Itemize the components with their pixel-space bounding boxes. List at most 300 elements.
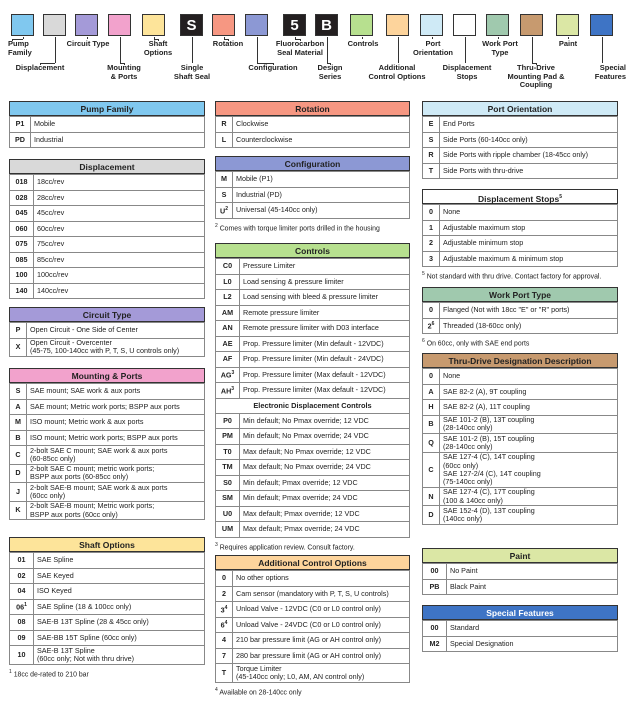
table-row [216, 571, 410, 587]
code-value: AF [222, 354, 233, 364]
footnote-marker: 4 [215, 686, 218, 693]
code-value: P0 [223, 415, 232, 425]
model-code-strip [0, 0, 629, 100]
description-line: SAE 152-4 (D), 13T coupling [443, 506, 535, 516]
table-row [216, 132, 410, 148]
table-row [423, 434, 618, 453]
table-row [10, 446, 205, 465]
description-line: Mobile (P1) [236, 174, 273, 184]
description-line: BSPP aux ports (60-85cc only) [30, 472, 129, 482]
code-box-13 [420, 14, 443, 36]
description-line: End Ports [443, 119, 475, 129]
description-line: (28-140cc only) [443, 423, 493, 433]
option-description [34, 630, 205, 646]
section-title [422, 189, 618, 204]
option-code [423, 303, 440, 319]
section-title [215, 243, 410, 258]
code-label-line: Additional [378, 63, 416, 72]
table-row [216, 321, 410, 337]
code-value: L0 [223, 276, 232, 286]
code-box-2 [43, 14, 66, 36]
table-row [216, 187, 410, 203]
description-line: Remote pressure limiter with D03 interface [243, 323, 379, 333]
thru-drive-section [422, 353, 618, 525]
code-box-18 [590, 14, 613, 36]
code-value: C0 [222, 261, 233, 271]
paint-section [422, 548, 618, 595]
option-description [34, 206, 205, 222]
code-label-line: Series [318, 71, 342, 81]
code-label-line: Stops [456, 71, 478, 81]
code-label-14 [427, 64, 507, 81]
description-line: Prop. Pressure limiter (Max default - 12VDC) [243, 369, 386, 379]
footnote-text: 18cc de-rated to 210 bar [13, 670, 89, 678]
option-description [233, 586, 410, 602]
code-value: 00 [430, 566, 439, 576]
code-value: S [221, 189, 227, 199]
code-value: U [220, 206, 226, 216]
options-table [215, 413, 410, 538]
description-line: Open Circuit - One Side of Center [30, 325, 138, 335]
options-table [215, 116, 410, 148]
description-line: ISO mount; Metric work & aux ports [30, 417, 144, 427]
code-label-line: Displacement [442, 63, 492, 72]
option-description [27, 415, 205, 431]
table-row [10, 268, 205, 284]
description-line: 2-bolt SAE C mount; metric work ports; [30, 464, 155, 474]
section-title-text: Special Features [486, 608, 554, 618]
options-table [9, 174, 205, 299]
section-title [215, 555, 410, 570]
code-value: M [15, 417, 21, 427]
circuit-type-section [9, 307, 205, 357]
option-description [240, 413, 410, 429]
code-value: L2 [223, 292, 232, 302]
code-box-3 [75, 14, 98, 36]
section-title-text: Displacement [79, 162, 135, 172]
table-row [423, 452, 618, 487]
code-value: 2 [427, 321, 432, 331]
option-description [233, 172, 410, 188]
option-code [216, 259, 240, 275]
table-row [216, 586, 410, 602]
option-description [240, 444, 410, 460]
code-label-7 [188, 40, 268, 49]
options-table [9, 116, 205, 148]
code-value: PB [429, 581, 440, 591]
table-row [10, 615, 205, 631]
option-code [216, 460, 240, 476]
option-description [447, 636, 618, 652]
section-title [422, 353, 618, 368]
table-row [423, 369, 618, 385]
option-description [27, 430, 205, 446]
description-line: SAE 82-2 (A), 11T coupling [443, 402, 530, 412]
table-row [10, 206, 205, 222]
option-description [440, 318, 618, 334]
option-code [423, 452, 440, 487]
section-title [9, 101, 205, 116]
table-row [423, 303, 618, 319]
code-value: 018 [15, 177, 28, 187]
description-line: (60-85cc only) [30, 453, 76, 463]
option-code [423, 384, 440, 400]
code-value: 060 [15, 223, 28, 233]
footnote-text: Available on 28-140cc only [219, 688, 302, 696]
option-description [34, 283, 205, 299]
option-code [216, 187, 233, 203]
description-line: None [443, 207, 461, 217]
option-code [216, 444, 240, 460]
table-row [216, 633, 410, 649]
code-label-line: Orientation [412, 47, 453, 57]
description-line: Torque Limiter [236, 663, 282, 673]
pump-family-section [9, 101, 205, 148]
displacement-stops-section [422, 189, 618, 281]
code-value: 10 [17, 649, 26, 659]
description-line: 2-bolt SAE-B mount; Metric work ports; [30, 501, 155, 511]
code-label-line: Seal Material [277, 47, 323, 57]
description-line: None [443, 371, 461, 381]
options-table [422, 563, 618, 595]
option-description [440, 251, 618, 267]
description-line: Min default; Pmax override; 12 VDC [243, 477, 358, 487]
code-label-line: Control Options [368, 71, 426, 81]
option-description [440, 148, 618, 164]
footnote-text: Not standard with thru drive. Contact factory for approval. [426, 273, 602, 281]
code-value: K [15, 505, 21, 515]
table-row [10, 384, 205, 400]
option-description [27, 338, 205, 357]
code-label-line: Special [599, 63, 626, 72]
option-code [10, 399, 27, 415]
table-row [10, 252, 205, 268]
code-label-line: Mounting Pad & [507, 71, 565, 81]
code-value: A [428, 386, 434, 396]
code-label-line: Configuration [248, 63, 298, 72]
code-value: AG [220, 370, 232, 380]
option-code [10, 323, 27, 339]
option-code [423, 564, 447, 580]
option-code [423, 434, 440, 453]
option-description [240, 336, 410, 352]
section-title-text: Mounting & Ports [71, 371, 143, 381]
table-row [10, 190, 205, 206]
section-title-text: Configuration [284, 159, 341, 169]
table-row [10, 415, 205, 431]
code-value: 0 [222, 573, 226, 583]
description-line: Mobile [34, 119, 56, 129]
footnote [422, 270, 618, 281]
code-value: 140 [15, 285, 28, 295]
option-description [447, 564, 618, 580]
table-row [423, 384, 618, 400]
option-description [34, 646, 205, 665]
footnote [215, 686, 410, 697]
table-row [216, 367, 410, 383]
footnote-marker: 5 [559, 194, 563, 200]
option-code [10, 415, 27, 431]
option-code [216, 290, 240, 306]
description-line: SAE Spline (18 & 100cc only) [37, 601, 132, 611]
description-line: (28-140cc only) [443, 441, 493, 451]
section-title-text: Rotation [295, 104, 330, 114]
option-description [34, 175, 205, 191]
table-row [216, 429, 410, 445]
option-code [10, 190, 34, 206]
table-row [423, 148, 618, 164]
footnote [215, 222, 410, 233]
table-row [10, 501, 205, 520]
section-title-text: Port Orientation [487, 104, 553, 114]
option-code [10, 446, 27, 465]
code-box-8 [245, 14, 268, 36]
code-box-1 [11, 14, 34, 36]
option-code [10, 568, 34, 584]
section-title [9, 537, 205, 552]
description-line: SAE 101-2 (B), 15T coupling [443, 433, 535, 443]
code-value: 028 [15, 192, 28, 202]
code-value: P [15, 325, 21, 335]
option-description [440, 384, 618, 400]
options-table [9, 552, 205, 665]
description-line: 18cc/rev [37, 177, 65, 187]
table-row [216, 117, 410, 133]
option-code [216, 571, 233, 587]
options-table [9, 322, 205, 357]
description-line: Side Ports with thru-drive [443, 165, 524, 175]
description-line: Min default; No Pmax override; 12 VDC [243, 415, 369, 425]
footnote-marker: 1 [24, 602, 27, 609]
option-code [10, 384, 27, 400]
options-table [422, 116, 618, 179]
description-line: Max default; Pmax override; 12 VDC [243, 508, 360, 518]
option-description [440, 163, 618, 179]
table-row [216, 172, 410, 188]
table-row [216, 460, 410, 476]
description-line: SAE-B 13T Spline (28 & 45cc only) [37, 617, 149, 627]
description-line: SAE 127-4 (C), 17T coupling [443, 487, 535, 497]
table-row [10, 568, 205, 584]
section-title-text: Controls [295, 246, 330, 256]
table-row [423, 117, 618, 133]
option-code [423, 621, 447, 637]
option-code [10, 237, 34, 253]
option-description [240, 290, 410, 306]
option-description [27, 501, 205, 520]
option-description [440, 132, 618, 148]
code-box-17 [556, 14, 579, 36]
option-code [216, 475, 240, 491]
code-value: D [428, 510, 434, 520]
option-description [440, 434, 618, 453]
option-description [233, 203, 410, 219]
option-code [423, 369, 440, 385]
code-label-12 [357, 64, 437, 81]
option-code [10, 132, 31, 148]
table-row [10, 338, 205, 357]
option-description [233, 664, 410, 683]
code-value: 6 [220, 620, 225, 630]
options-table [422, 204, 618, 267]
code-label-line: Single [180, 63, 204, 72]
description-line: (60cc only) [30, 490, 66, 500]
option-code [10, 615, 34, 631]
code-value: 0 [429, 371, 433, 381]
code-value: PM [222, 431, 233, 441]
code-value: 01 [17, 555, 26, 565]
table-row [216, 522, 410, 538]
footnote-marker: 3 [231, 385, 235, 392]
code-label-line: Controls [347, 39, 379, 48]
code-value: 06 [16, 602, 25, 612]
code-value: AN [222, 323, 233, 333]
footnote-marker: 2 [215, 222, 218, 229]
option-code [423, 506, 440, 525]
description-line: SAE 127-4 (C), 14T coupling [443, 452, 535, 462]
option-description [34, 568, 205, 584]
description-line: (45-140cc only; L0, AM, AN control only) [236, 671, 365, 681]
code-label-3 [48, 40, 128, 49]
code-value: S0 [223, 477, 232, 487]
option-description [34, 221, 205, 237]
description-line: 75cc/rev [37, 239, 65, 249]
section-title [215, 156, 410, 171]
footnote-marker: 4 [224, 620, 228, 627]
option-description [240, 429, 410, 445]
option-description [440, 400, 618, 416]
code-value: 02 [17, 570, 26, 580]
rotation-section [215, 101, 410, 148]
code-value: 2 [429, 238, 433, 248]
section-title [422, 605, 618, 620]
table-row [423, 506, 618, 525]
option-description [240, 522, 410, 538]
displacement-section [9, 159, 205, 299]
description-line: 85cc/rev [37, 254, 65, 264]
code-value: D [15, 468, 21, 478]
options-table [215, 258, 410, 399]
option-code [216, 617, 233, 633]
description-line: Prop. Pressure limiter (Min default - 12VDC) [243, 338, 384, 348]
code-label-line: Shaft Seal [173, 71, 211, 81]
code-value: 09 [17, 632, 26, 642]
option-description [447, 579, 618, 595]
code-value: TM [222, 462, 233, 472]
table-row [423, 487, 618, 506]
table-row [10, 430, 205, 446]
code-label-line: Pump [8, 39, 29, 48]
table-row [10, 117, 205, 133]
code-label-line: Circuit Type [66, 39, 110, 48]
description-line: SAE 127-2/4 (C), 14T coupling [443, 468, 541, 478]
option-code [216, 203, 233, 219]
option-description [240, 491, 410, 507]
code-value: 04 [17, 586, 26, 596]
description-line: Adjustable maximum stop [443, 222, 526, 232]
table-row [10, 221, 205, 237]
table-row [10, 175, 205, 191]
option-code [10, 175, 34, 191]
description-line: 2-bolt SAE-B mount; SAE work & aux ports [30, 482, 168, 492]
code-label-17 [528, 40, 608, 49]
code-label-line: Coupling [519, 80, 553, 89]
description-line: Side Ports (60-140cc only) [443, 134, 528, 144]
description-line: SAE-BB 15T Spline (60cc only) [37, 632, 137, 642]
code-label-line: Work Port [482, 39, 518, 48]
code-value: X [15, 342, 21, 352]
code-value: E [428, 119, 434, 129]
port-orientation-section [422, 101, 618, 179]
option-code [423, 132, 440, 148]
code-box-16 [520, 14, 543, 36]
code-value: 3 [429, 253, 433, 263]
code-value: UM [221, 524, 234, 534]
option-description [31, 132, 205, 148]
table-row [423, 636, 618, 652]
table-row [216, 475, 410, 491]
footnote-text: Requires application review. Consult factory. [219, 543, 355, 551]
section-title-text: Work Port Type [488, 290, 552, 300]
option-code [10, 338, 27, 357]
option-code [10, 599, 34, 615]
option-description [440, 369, 618, 385]
description-line: Load sensing & pressure limiter [243, 276, 344, 286]
description-line: Remote pressure limiter [243, 307, 320, 317]
option-code [423, 117, 440, 133]
code-label-line: Displacement [15, 63, 65, 72]
code-value: M [221, 174, 227, 184]
option-description [34, 599, 205, 615]
footnote-marker: 4 [224, 604, 228, 611]
code-value: SM [222, 493, 233, 503]
description-line: Min default; Pmax override; 24 VDC [243, 493, 358, 503]
code-value: T [428, 165, 434, 175]
description-line: Min default; No Pmax override; 24 VDC [243, 431, 369, 441]
code-box-6: S [180, 14, 203, 36]
description-line: SAE mount; SAE work & aux ports [30, 386, 141, 396]
options-table [422, 620, 618, 652]
description-line: Special Designation [450, 638, 514, 648]
option-code [216, 522, 240, 538]
option-description [34, 584, 205, 600]
description-line: BSPP aux ports (60cc only) [30, 509, 118, 519]
description-line: (45-75, 100-140cc with P, T, S, U controls only) [30, 346, 180, 356]
option-code [10, 483, 27, 502]
table-row [216, 352, 410, 368]
code-value: 4 [222, 635, 226, 645]
option-description [240, 352, 410, 368]
section-title-text: Paint [509, 551, 531, 561]
description-line: (60cc only) [443, 460, 479, 470]
code-value: N [428, 491, 434, 501]
description-line: SAE mount; Metric work ports; BSPP aux ports [30, 401, 180, 411]
description-line: Max default; Pmax override; 24 VDC [243, 524, 360, 534]
table-row [216, 259, 410, 275]
description-line: SAE-B 13T Spline [37, 645, 95, 655]
option-description [240, 305, 410, 321]
option-code [216, 117, 233, 133]
description-line: SAE 101-2 (B), 13T coupling [443, 415, 535, 425]
description-line: Prop. Pressure limiter (Max default - 12VDC) [243, 385, 386, 395]
options-table [215, 570, 410, 683]
code-label-11 [323, 40, 403, 49]
option-description [27, 323, 205, 339]
code-value: 1 [429, 222, 433, 232]
table-row [423, 163, 618, 179]
option-code [216, 648, 233, 664]
code-value: 7 [222, 650, 226, 660]
